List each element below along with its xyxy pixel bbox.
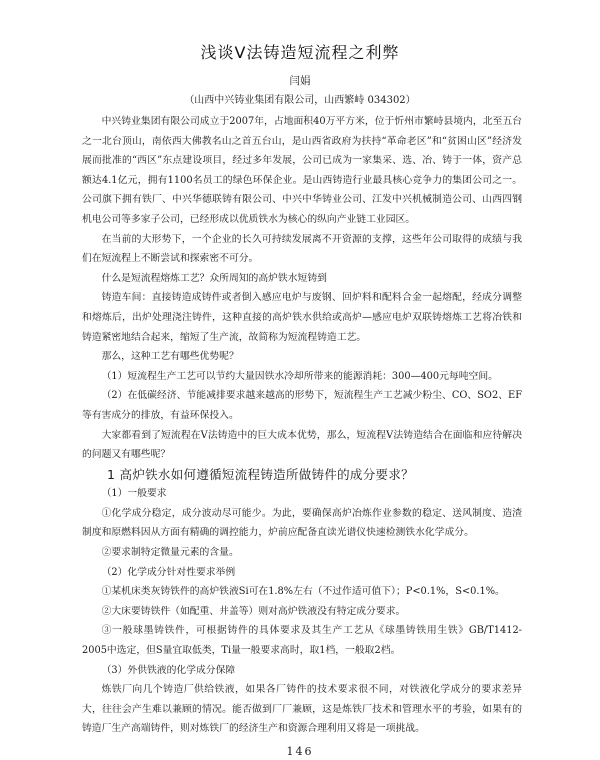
example-3: ③一般球墨铸铁件，可根据铸件的具体要求及其生产工艺从《球墨铸铁用生铁》GB/T1412-2005中选定，但S量宜取低类，Ti量一般要求高时，取1档，一般取2档。: [82, 625, 522, 657]
supply-paragraph: 炼铁厂向几个铸造厂供给铁液，如果各厂铸件的技术要求很不同，对铁液化学成分的要求差异大，往往会产生难以兼顾的情况。能否做到厂厂兼顾，这是炼铁厂技术和管理水平的考验，如果有的铸造厂生产高端铸件，则对炼铁厂的经济生产和资源合理利用又将是一项挑战。: [82, 684, 522, 735]
subsection-heading-2: （2）化学成分针对性要求举例: [101, 566, 236, 578]
page-number: 146: [286, 745, 314, 758]
section-heading: 1 高炉铁水如何遵循短流程铸造所做铸件的成分要求？: [107, 466, 414, 482]
example-1: ①某机床类灰铸铁件的高炉铁液Si可在1.8%左右（不过作适可值下）；P<0.1%，S<0.1%。: [101, 586, 505, 598]
intro-paragraph-3: 什么是短流程熔炼工艺？众所周知的高炉铁水短铸到: [101, 272, 327, 284]
paper-affiliation: （山西中兴铸业集团有限公司，山西繁峙 034302）: [184, 95, 416, 106]
intro-paragraph-4: 铸造车间：直接铸造成铸件或者倒入感应电炉与废钢、回炉料和配料合金一起熔配，经成分调整和熔炼后，出炉处理浇注铸件，这种直接的高炉铁水供给或高炉—感应电炉双联铸熔炼工艺将冶铁和铸造紧密地结合起来，缩短了生产流，故简称为短流程铸造工艺。: [82, 292, 522, 343]
subsection-heading-1: （1）一般要求: [101, 488, 167, 500]
requirement-2: ②要求制特定微量元素的含量。: [101, 547, 239, 559]
advantage-1: （1）短流程生产工艺可以节约大量因铁水冷却所带来的能源消耗：300—400元每吨空间。: [101, 370, 498, 382]
paper-body: [82, 112, 522, 739]
paper-author: 闫娟: [289, 75, 311, 87]
subsection-heading-3: （3）外供铁液的化学成分保障: [101, 664, 236, 676]
advantage-2: （2）在低碳经济、节能减排要求越来越高的形势下，短流程生产工艺减少粉尘、CO、SO2、EF等有害成分的排放，有益环保投入。: [82, 390, 522, 421]
intro-paragraph-8: 大家都看到了短流程在V法铸造中的巨大成本优势，那么，短流程V法铸造结合在面临和应待解决的问题又有哪些呢？: [82, 429, 522, 461]
example-2: ②大床要铸铁件（如配重、井盖等）则对高炉铁液没有特定成分要求。: [101, 605, 406, 617]
intro-paragraph-5: 那么，这种工艺有哪些优势呢？: [101, 351, 239, 363]
intro-paragraph-1: 中兴铸业集团有限公司成立于2007年，占地面积40万平方米，位于忻州市繁峙县境内，北至五台之一北台顶山，南依西大佛教名山之首五台山，是山西省政府为扶持“革命老区”和“贫困山区”经济发展而批准的“西区”东点建设项目，经过多年发展，公司已成为一家集采、选、冶、铸于一体，资产总额达4.1亿元，拥有1100名员工的绿色环保企业。是山西铸造行业最具核心竞争力的集团公司之一。公司旗下拥有铁厂、中兴华德联铸有限公司、中兴中华铸业公司、江发中兴机械制造公司、山西四钢机电公司等多家子公司，已经形成以优质铁水为核心的纵向产业链工业园区。: [82, 116, 522, 225]
requirement-1: ①化学成分稳定，成分波动尽可能少。为此，要确保高炉冶炼作业参数的稳定、送风制度、造渣制度和原燃料因从方面有精确的调控能力，炉前应配备直读光谱仪快速检测铁水化学成分。: [82, 507, 522, 539]
paper-title: 浅谈V法铸造短流程之利弊: [200, 43, 400, 62]
intro-paragraph-2: 在当前的大形势下，一个企业的长久可持续发展离不开资源的支撑，这些年公司取得的成绩与我们在短流程上不断尝试和探索密不可分。: [82, 233, 522, 265]
